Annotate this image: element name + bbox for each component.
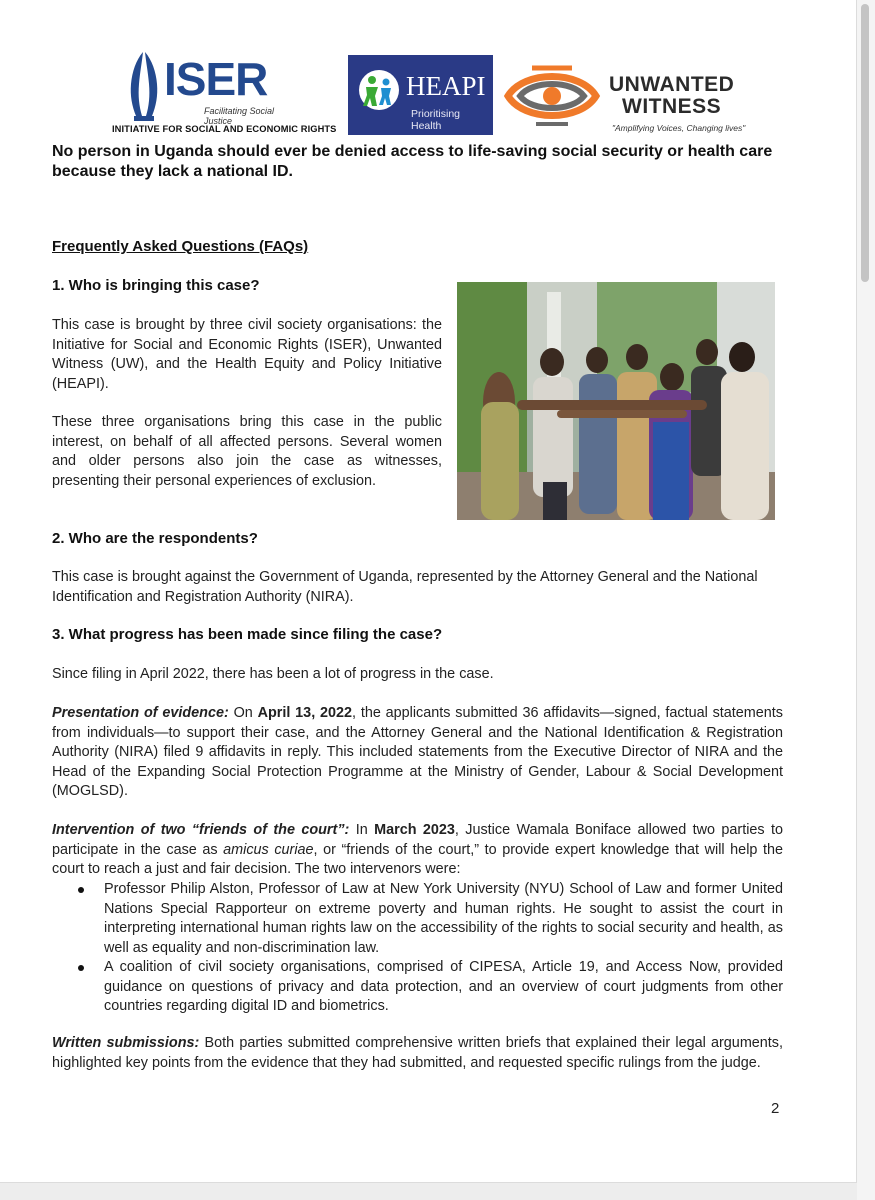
question-3-paragraph: Since filing in April 2022, there has been a lot of progress in the case. [52,666,494,682]
bullet-icon [78,965,84,971]
uw-wordmark-line1: UNWANTED [609,73,735,96]
iser-tagline: Facilitating Social Justice [204,106,275,126]
evidence-date: April 13, 2022 [257,705,353,721]
question-1-paragraph-1: This case is brought by three civil society organisations: the Initiative for Social and Economic Rights (ISER), Unwanted Witness (UW), and the Health Equity and Policy Initiative (HEAPI). [52,317,442,392]
iser-wordmark: ISER [164,53,268,105]
heapi-wordmark: HEAPI [406,71,486,101]
list-item [78,958,783,1017]
intervention-latin-term: amicus curiae [223,841,314,858]
iser-logo [112,50,337,136]
evidence-text-2: , the applicants submitted 36 affidavits—signed, factual statements from individuals—to support their case, and the Attorney General and the National Identification & Registration Authority (NIRA) filed 9 affidavits in reply. This included statements from the Executive Director of NIRA and the Head of the Expanding Social Protection Programme at the Ministry of Gender, Labour & Social Development (MOGLSD). [52,705,783,799]
scrollbar-thumb[interactable] [861,4,869,282]
praying-hands-icon [126,50,162,122]
bottom-margin [0,1183,857,1200]
unwanted-witness-logo [502,60,752,136]
faq-title: Frequently Asked Questions (FAQs) [52,238,309,255]
heapi-logo [348,55,493,135]
intervention-text-1: In [349,822,375,838]
written-text: Both parties submitted comprehensive written briefs that explained their legal arguments, highlighted key points from the evidence that they had submitted, and requested specific rulings from the judge. [52,1035,784,1071]
evidence-paragraph [52,704,783,802]
list-item-text: A coalition of civil society organisations, comprised of CIPESA, Article 19, and Access Now, provided guidance on questions of privacy and data protection, and an overview of court judgments from other countries regarding digital ID and biometrics. [104,959,783,1014]
headline: No person in Uganda should ever be denied access to life-saving social security or health care because they lack a national ID. [52,143,773,180]
page-number: 2 [771,1100,780,1117]
heapi-tagline: Prioritising Health [411,108,461,132]
bullet-icon [78,887,84,893]
intervention-text-3: , or “friends of the court,” to provide expert knowledge that will help the court to reach a just and fair decision. The two intervenors were: [52,841,783,877]
uw-tagline: "Amplifying Voices, Changing lives" [612,123,746,133]
intervention-paragraph [52,821,783,880]
written-submissions-paragraph [52,1034,783,1073]
iser-full-name: INITIATIVE FOR SOCIAL AND ECONOMIC RIGHTS [112,124,337,134]
evidence-lead: Presentation of evidence: [52,705,229,721]
list-item [78,880,783,958]
people-circle-icon [358,69,400,111]
list-item-text: Professor Philip Alston, Professor of Law at New York University (NYU) School of Law and former United Nations Special Rapporteur on extreme poverty and human rights. He sought to assist the court in interpreting international human rights law on the accessibility of the rights to social security and health, as well as equality and non-discrimination law. [104,881,783,956]
intervention-lead: Intervention of two “friends of the court”: [52,822,350,838]
written-lead: Written submissions: [52,1035,200,1051]
eye-icon [502,60,602,130]
intervention-date: March 2023 [374,822,455,838]
group-photo [457,282,775,520]
group-photo-illustration [457,282,775,520]
question-3-heading: 3. What progress has been made since filing the case? [52,626,443,643]
question-2-heading: 2. Who are the respondents? [52,530,258,547]
uw-wordmark-line2: WITNESS [622,95,722,118]
intervention-text-2: , Justice Wamala Boniface allowed two parties to participate in the case as [52,822,784,858]
question-2-paragraph: This case is brought against the Government of Uganda, represented by the Attorney General and the National Identification and Registration Authority (NIRA). [52,569,758,605]
evidence-text-1: On [228,705,258,721]
question-1-paragraph-2: These three organisations bring this case in the public interest, on behalf of all affected persons. Several women and older persons also join the case as witnesses, presenting their personal experiences of exclusion. [52,414,442,489]
intervenors-list [78,880,783,1017]
question-1-heading: 1. Who is bringing this case? [52,277,260,294]
